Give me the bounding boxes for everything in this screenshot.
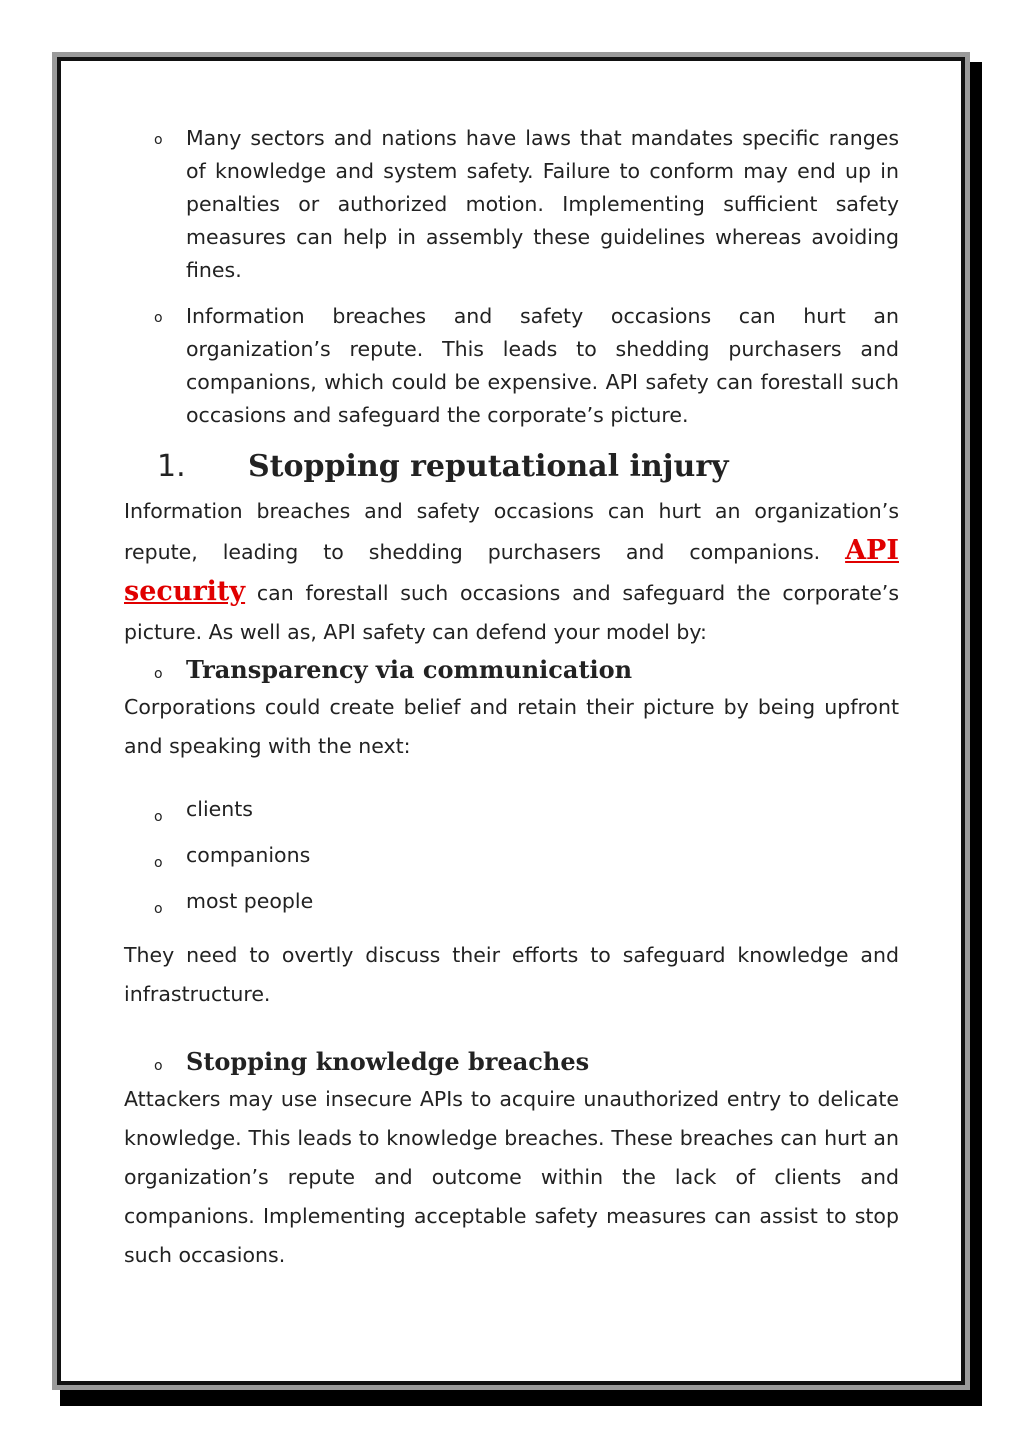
document-content [124,122,899,1275]
stakeholder-list [124,786,899,924]
paragraph-text: Information breaches and safety occasions can hurt an organization’s repute, leading to shedding purchasers and companions. [124,499,899,564]
subheading-breaches [124,1044,899,1080]
list-item-text: clients [186,797,253,821]
bullet-text: Information breaches and safety occasions can hurt an organization’s repute. This leads to shedding purchasers and companions, which could be expensive. API safety can forestall such occasions and safeguard the corporate’s picture. [186,304,899,427]
transparency-closing: They need to overtly discuss their efforts to safeguard knowledge and infrastructure. [124,943,899,1006]
section-paragraph [124,492,899,652]
subheading-transparency [124,652,899,688]
bullet-text: Many sectors and nations have laws that mandates specific ranges of knowledge and system safety. Failure to conform may end up in penalties or authorized motion. Implementing sufficient safety measures can help in assembly these guidelines whereas avoiding fines. [186,126,899,282]
breaches-paragraph: Attackers may use insecure APIs to acquire unauthorized entry to delicate knowledge. This leads to knowledge breaches. These breaches can hurt an organization’s repute and outcome within the lack of clients and companions. Implementing acceptable safety measures can assist to stop such occasions. [124,1087,899,1267]
transparency-paragraph: Corporations could create belief and retain their picture by being upfront and speaking with the next: [124,695,899,758]
intro-bullet [124,122,899,287]
section-number: 1. [157,449,186,484]
intro-bullet [124,300,899,432]
list-item-text: most people [186,889,314,913]
list-item [124,832,899,878]
subheading-text: Transparency via communication [186,655,633,684]
bullet-marker: o [154,132,163,148]
bullet-marker: o [154,809,163,825]
subheading-text: Stopping knowledge breaches [186,1047,590,1076]
bullet-marker: o [154,666,163,682]
list-item [124,878,899,924]
list-item [124,786,899,832]
section-title: Stopping reputational injury [248,449,729,484]
paragraph-text: can forestall such occasions and safeguard the corporate’s picture. As well as, API safety can defend your model by: [124,581,899,644]
section-heading [124,442,899,492]
bullet-marker: o [154,855,163,871]
bullet-marker: o [154,1058,163,1074]
list-item-text: companions [186,843,311,867]
bullet-marker: o [154,310,163,326]
bullet-marker: o [154,901,163,917]
api-security-link[interactable]: API security [124,535,899,607]
